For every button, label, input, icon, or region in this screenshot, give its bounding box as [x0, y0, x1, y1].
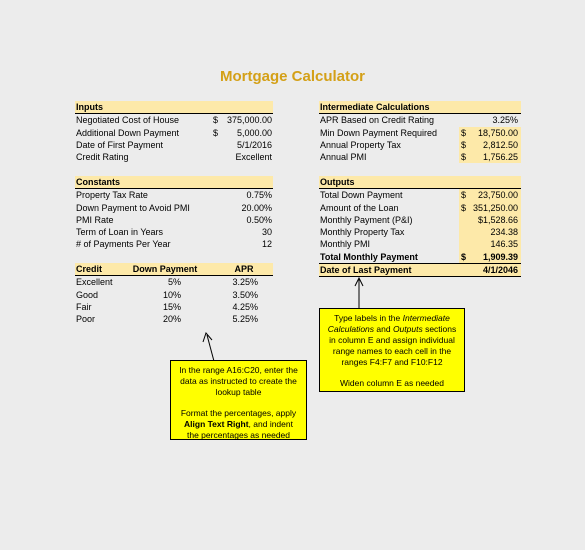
row-value[interactable]: 351,250.00	[472, 202, 518, 213]
currency-symbol: $	[213, 127, 219, 138]
down-payment-pct[interactable]: 10%	[162, 289, 181, 300]
intermediate-row	[319, 151, 521, 163]
currency-symbol: $	[461, 202, 467, 213]
right-instruction-note: Type labels in the Intermediate Calculations and Outputs sections in column E and assign individual range names to each cell in the ranges F4:F7 and F10:F12 Widen column E as needed	[319, 308, 465, 392]
row-label: # of Payments Per Year	[76, 239, 171, 250]
row-value[interactable]: 146.35	[490, 239, 518, 250]
row-value[interactable]: 375,000.00	[226, 115, 272, 126]
constants-row	[75, 202, 273, 214]
credit-rating[interactable]: Good	[76, 289, 99, 300]
row-label: Monthly PMI	[320, 239, 371, 250]
row-label: Additional Down Payment	[76, 127, 180, 138]
constants-row	[75, 226, 273, 238]
row-label: Amount of the Loan	[320, 202, 399, 213]
row-label: Min Down Payment Required	[320, 127, 438, 138]
row-value[interactable]: 234.38	[490, 227, 518, 238]
currency-symbol: $	[461, 127, 467, 138]
right-note-arrow	[349, 276, 369, 312]
credit-rating[interactable]: Fair	[76, 301, 92, 312]
row-value[interactable]: Excellent	[235, 152, 272, 163]
inputs-row	[75, 127, 273, 139]
credit-rating[interactable]: Poor	[76, 314, 96, 325]
apr-pct[interactable]: 3.50%	[232, 289, 258, 300]
row-value[interactable]: 4/1/2046	[482, 265, 518, 276]
row-label: Monthly Property Tax	[320, 227, 405, 238]
row-label: PMI Rate	[76, 214, 114, 225]
apr-pct[interactable]: 5.25%	[232, 314, 258, 325]
outputs-table	[319, 176, 521, 277]
lookup-header: Credit Down Payment APR	[75, 263, 273, 276]
inputs-row	[75, 114, 273, 126]
credit-rating[interactable]: Excellent	[76, 277, 113, 288]
row-value[interactable]: 0.50%	[246, 214, 272, 225]
currency-symbol: $	[213, 115, 219, 126]
row-value[interactable]: 18,750.00	[477, 127, 518, 138]
outputs-row	[319, 238, 521, 250]
constants-table	[75, 176, 273, 251]
down-payment-pct[interactable]: 5%	[167, 277, 181, 288]
inputs-row	[75, 151, 273, 163]
left-instruction-note: In the range A16:C20, enter the data as instructed to create the lookup table Format the percentages, apply Align Text Right, and indent the percentages as needed	[170, 360, 307, 440]
inputs-row	[75, 139, 273, 151]
intermediate-row	[319, 139, 521, 151]
row-label: Monthly Payment (P&I)	[320, 214, 413, 225]
row-label: Property Tax Rate	[76, 190, 148, 201]
row-label: Total Monthly Payment	[320, 251, 418, 262]
row-label: Total Down Payment	[320, 190, 403, 201]
row-value[interactable]: 30	[261, 227, 272, 238]
outputs-row	[319, 251, 521, 264]
page-title: Mortgage Calculator	[219, 68, 366, 85]
outputs-row	[319, 189, 521, 201]
intermediate-row	[319, 127, 521, 139]
intermediate-header: Intermediate Calculations	[319, 101, 521, 114]
row-label: Credit Rating	[76, 152, 129, 163]
row-value[interactable]: 3.25%	[492, 115, 518, 126]
row-label: Date of First Payment	[76, 139, 164, 150]
down-payment-pct[interactable]: 20%	[162, 314, 181, 325]
constants-row	[75, 214, 273, 226]
row-label: APR Based on Credit Rating	[320, 115, 435, 126]
down-payment-pct[interactable]: 15%	[162, 301, 181, 312]
currency-symbol: $	[461, 139, 467, 150]
lookup-row	[75, 313, 273, 325]
inputs-table	[75, 101, 273, 163]
intermediate-table	[319, 101, 521, 163]
row-value[interactable]: 5/1/2016	[236, 139, 272, 150]
lookup-row	[75, 289, 273, 301]
constants-row	[75, 238, 273, 250]
row-value[interactable]: 2,812.50	[482, 139, 518, 150]
row-value[interactable]: 23,750.00	[477, 190, 518, 201]
outputs-row	[319, 226, 521, 238]
row-value[interactable]: $1,528.66	[477, 214, 518, 225]
row-label: Annual Property Tax	[320, 139, 401, 150]
lookup-table	[75, 263, 273, 325]
row-label: Date of Last Payment	[320, 265, 412, 276]
row-value[interactable]: 12	[261, 239, 272, 250]
row-label: Annual PMI	[320, 152, 367, 163]
lookup-row	[75, 276, 273, 288]
outputs-row	[319, 214, 521, 226]
intermediate-row	[319, 114, 521, 126]
apr-pct[interactable]: 3.25%	[232, 277, 258, 288]
currency-symbol: $	[461, 152, 467, 163]
row-value[interactable]: 1,909.39	[482, 251, 518, 262]
constants-row	[75, 189, 273, 201]
outputs-row	[319, 202, 521, 214]
row-label: Down Payment to Avoid PMI	[76, 202, 190, 213]
inputs-header: Inputs	[75, 101, 273, 114]
row-value[interactable]: 0.75%	[246, 190, 272, 201]
constants-header: Constants	[75, 176, 273, 189]
outputs-header: Outputs	[319, 176, 521, 189]
row-label: Negotiated Cost of House	[76, 115, 180, 126]
currency-symbol: $	[461, 251, 467, 262]
currency-symbol: $	[461, 190, 467, 201]
apr-pct[interactable]: 4.25%	[232, 301, 258, 312]
row-value[interactable]: 5,000.00	[236, 127, 272, 138]
lookup-row	[75, 301, 273, 313]
row-label: Term of Loan in Years	[76, 227, 164, 238]
row-value[interactable]: 20.00%	[241, 202, 272, 213]
row-value[interactable]: 1,756.25	[482, 152, 518, 163]
